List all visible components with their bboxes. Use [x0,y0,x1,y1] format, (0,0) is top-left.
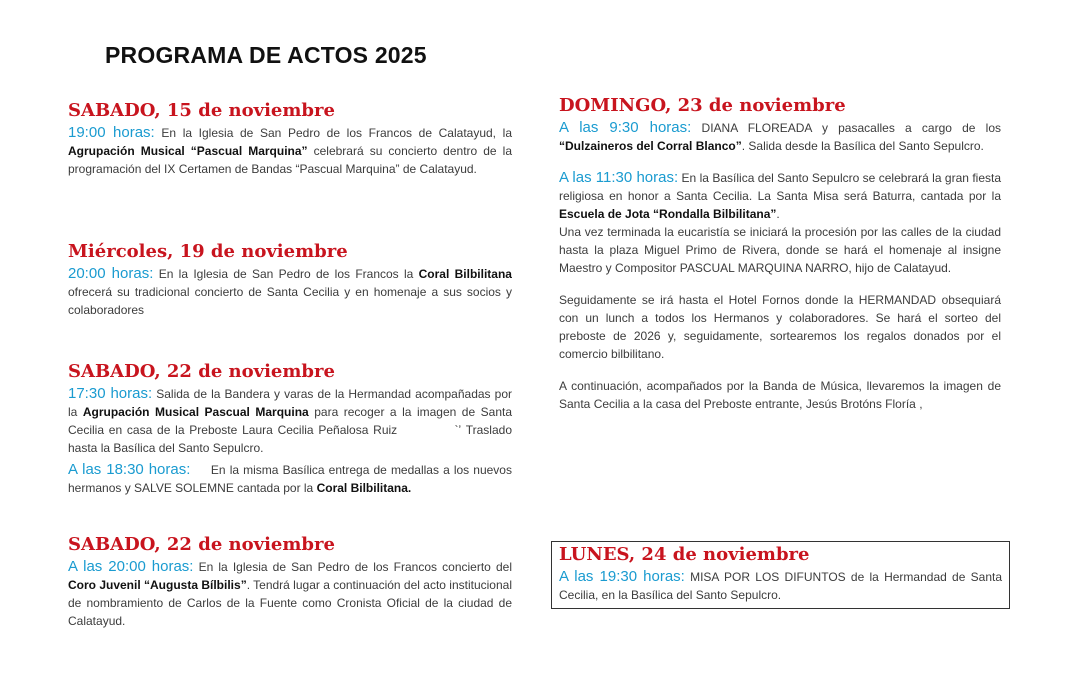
section-heading: LUNES, 24 de noviembre [559,544,810,565]
event-text: En la misma Basílica entrega de medallas a los nuevos hermanos y SALVE SOLEMNE cantada por la [68,463,516,495]
event-text: MISA POR LOS DIFUNTOS de la Hermandad de Santa Cecilia, en la Basílica del Santo Sepulcro. [559,570,1003,602]
section-heading: DOMINGO, 23 de noviembre [559,95,846,116]
event-paragraph [68,558,512,630]
event-paragraph [559,568,1002,604]
section-heading: SABADO, 22 de noviembre [68,361,335,382]
event-performer: Coro Juvenil “Augusta Bílbilis” [68,578,247,592]
event-section-sabado-22-a [68,361,516,497]
page-title: PROGRAMA DE ACTOS 2025 [105,42,427,68]
event-paragraph [68,124,512,178]
event-performer: “Dulzaineros del Corral Blanco” [559,139,742,153]
event-performer: Agrupación Musical Pascual Marquina [82,405,309,419]
event-paragraph: Seguidamente se irá hasta el Hotel Fornos donde la HERMANDAD obsequiará con un lunch a todos los Hermanos y colaboradores. Se hará el sorteo del preboste de 2026 y, seguidamente, sortearemos los regalos donados por el comercio bilbilitano. [559,293,1001,361]
event-paragraph: A continuación, acompañados por la Banda de Música, llevaremos la imagen de Santa Cecilia a la casa del Preboste entrante, Jesús Brotóns Floría , [559,379,1001,411]
event-text: En la Basílica del Santo Sepulcro se celebrará la gran fiesta religiosa en honor a Santa Cecilia. La Santa Misa será Baturra, cantada por la [559,171,1002,203]
event-time: A las 20:00 horas: [68,558,194,575]
event-paragraph [68,265,512,319]
event-time: A las 19:30 horas: [559,568,685,585]
event-paragraph [68,385,516,457]
event-text: ofrecerá su tradicional concierto de Santa Cecilia y en homenaje a sus socios y colaboradores [68,285,512,317]
event-text: . [776,207,780,221]
event-text: En la Iglesia de San Pedro de los Francos la [153,267,419,281]
event-time: 19:00 horas: [68,124,155,141]
event-section-miercoles-19 [68,241,512,319]
event-time: 20:00 horas: [68,265,154,282]
event-section-domingo-23 [559,95,1001,413]
event-text: En la Iglesia de San Pedro de los Francos concierto del [193,560,512,574]
event-section-sabado-22-b [68,534,512,630]
event-section-sabado-15 [68,100,512,178]
event-text: DIANA FLOREADA y pasacalles a cargo de los [691,121,1001,135]
section-heading: SABADO, 22 de noviembre [68,534,335,555]
event-paragraph [68,461,516,497]
event-section-lunes-24 [551,541,1010,609]
section-heading: SABADO, 15 de noviembre [68,100,335,121]
event-text: celebrará su concierto dentro de la programación del IX Certamen de Bandas “Pascual Marquina” de Calatayud. [68,144,513,176]
section-heading: Miércoles, 19 de noviembre [68,241,348,262]
event-text: Salida de la Bandera y varas de la Hermandad acompañadas por la [68,387,512,419]
event-text: Una vez terminada la eucaristía se iniciará la procesión por las calles de la ciudad hasta la plaza Miguel Primo de Rivera, donde se hará el homenaje al insigne Maestro y Compositor PASCUAL MARQUINA NARRO, hijo de Calatayud. [559,225,1001,275]
event-time: A las 18:30 horas: [68,461,191,478]
event-text: . Salida desde la Basílica del Santo Sepulcro. [741,139,984,153]
event-performer: Escuela de Jota “Rondalla Bilbilitana” [559,207,777,221]
event-time: A las 11:30 horas: [559,169,679,186]
event-paragraph [559,119,1001,155]
event-text: para recoger a la imagen de Santa Cecilia en casa de la Preboste Laura Cecilia Peñalosa Ruiz `ʼ Traslado hasta la Basílica del Santo Sepulcro. [68,405,516,455]
event-text: En la Iglesia de San Pedro de los Francos de Calatayud, la [154,126,512,140]
event-performer: Coral Bilbilitana. [316,481,412,495]
event-text: . Tendrá lugar a continuación del acto institucional de nombramiento de Carlos de la Fuente como Cronista Oficial de la ciudad de Calatayud. [68,578,512,628]
event-time: 17:30 horas: [68,385,153,402]
event-time: A las 9:30 horas: [559,119,692,136]
event-performer: Agrupación Musical “Pascual Marquina” [68,144,308,158]
event-performer: Coral Bilbilitana [418,267,512,281]
event-paragraph [559,169,1001,277]
